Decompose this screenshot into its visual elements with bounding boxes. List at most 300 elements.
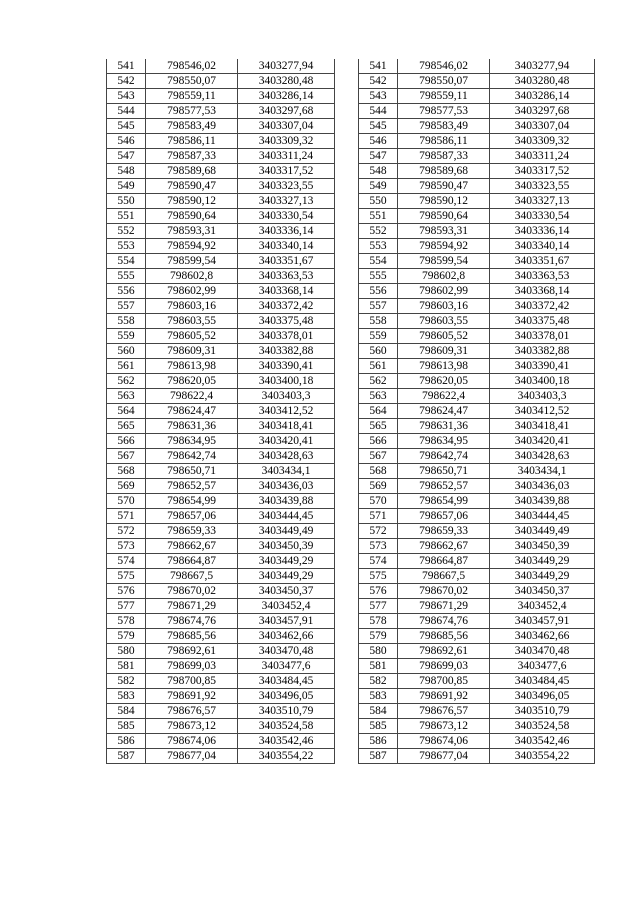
y-coordinate-cell: 3403382,88 bbox=[490, 344, 595, 359]
x-coordinate-cell: 798699,03 bbox=[146, 659, 238, 674]
y-coordinate-cell: 3403363,53 bbox=[490, 269, 595, 284]
point-number-cell: 552 bbox=[107, 224, 146, 239]
x-coordinate-cell: 798692,61 bbox=[146, 644, 238, 659]
x-coordinate-cell: 798624,47 bbox=[146, 404, 238, 419]
point-number-cell: 573 bbox=[359, 539, 398, 554]
y-coordinate-cell: 3403351,67 bbox=[490, 254, 595, 269]
x-coordinate-cell: 798599,54 bbox=[398, 254, 490, 269]
point-number-cell: 567 bbox=[107, 449, 146, 464]
table-row bbox=[107, 239, 335, 254]
point-number-cell: 577 bbox=[107, 599, 146, 614]
table-row bbox=[107, 59, 335, 74]
x-coordinate-cell: 798602,8 bbox=[398, 269, 490, 284]
table-row bbox=[359, 134, 595, 149]
y-coordinate-cell: 3403378,01 bbox=[238, 329, 335, 344]
point-number-cell: 572 bbox=[107, 524, 146, 539]
x-coordinate-cell: 798674,06 bbox=[398, 734, 490, 749]
y-coordinate-cell: 3403462,66 bbox=[490, 629, 595, 644]
x-coordinate-cell: 798620,05 bbox=[146, 374, 238, 389]
point-number-cell: 549 bbox=[359, 179, 398, 194]
y-coordinate-cell: 3403439,88 bbox=[490, 494, 595, 509]
table-row bbox=[107, 419, 335, 434]
x-coordinate-cell: 798590,12 bbox=[146, 194, 238, 209]
point-number-cell: 551 bbox=[359, 209, 398, 224]
point-number-cell: 544 bbox=[107, 104, 146, 119]
point-number-cell: 586 bbox=[359, 734, 398, 749]
y-coordinate-cell: 3403470,48 bbox=[490, 644, 595, 659]
x-coordinate-cell: 798559,11 bbox=[146, 89, 238, 104]
y-coordinate-cell: 3403436,03 bbox=[490, 479, 595, 494]
y-coordinate-cell: 3403477,6 bbox=[238, 659, 335, 674]
point-number-cell: 582 bbox=[107, 674, 146, 689]
point-number-cell: 579 bbox=[359, 629, 398, 644]
x-coordinate-cell: 798550,07 bbox=[398, 74, 490, 89]
x-coordinate-cell: 798586,11 bbox=[146, 134, 238, 149]
table-row bbox=[359, 359, 595, 374]
x-coordinate-cell: 798590,47 bbox=[398, 179, 490, 194]
x-coordinate-cell: 798674,76 bbox=[146, 614, 238, 629]
table-row bbox=[359, 494, 595, 509]
y-coordinate-cell: 3403434,1 bbox=[238, 464, 335, 479]
point-number-cell: 553 bbox=[107, 239, 146, 254]
x-coordinate-cell: 798589,68 bbox=[398, 164, 490, 179]
x-coordinate-cell: 798593,31 bbox=[398, 224, 490, 239]
point-number-cell: 586 bbox=[107, 734, 146, 749]
point-number-cell: 565 bbox=[107, 419, 146, 434]
x-coordinate-cell: 798654,99 bbox=[146, 494, 238, 509]
table-row bbox=[359, 59, 595, 74]
y-coordinate-cell: 3403449,49 bbox=[238, 524, 335, 539]
point-number-cell: 541 bbox=[107, 59, 146, 74]
table-row bbox=[359, 629, 595, 644]
point-number-cell: 575 bbox=[359, 569, 398, 584]
x-coordinate-cell: 798652,57 bbox=[146, 479, 238, 494]
y-coordinate-cell: 3403368,14 bbox=[490, 284, 595, 299]
y-coordinate-cell: 3403307,04 bbox=[490, 119, 595, 134]
point-number-cell: 570 bbox=[359, 494, 398, 509]
y-coordinate-cell: 3403327,13 bbox=[490, 194, 595, 209]
point-number-cell: 549 bbox=[107, 179, 146, 194]
coordinates-table-left-body bbox=[107, 59, 335, 764]
y-coordinate-cell: 3403457,91 bbox=[490, 614, 595, 629]
point-number-cell: 580 bbox=[359, 644, 398, 659]
point-number-cell: 585 bbox=[359, 719, 398, 734]
point-number-cell: 579 bbox=[107, 629, 146, 644]
table-row bbox=[359, 344, 595, 359]
y-coordinate-cell: 3403439,88 bbox=[238, 494, 335, 509]
table-row bbox=[359, 509, 595, 524]
y-coordinate-cell: 3403277,94 bbox=[490, 59, 595, 74]
x-coordinate-cell: 798613,98 bbox=[398, 359, 490, 374]
table-row bbox=[359, 74, 595, 89]
x-coordinate-cell: 798609,31 bbox=[146, 344, 238, 359]
y-coordinate-cell: 3403297,68 bbox=[490, 104, 595, 119]
point-number-cell: 567 bbox=[359, 449, 398, 464]
x-coordinate-cell: 798586,11 bbox=[398, 134, 490, 149]
y-coordinate-cell: 3403434,1 bbox=[490, 464, 595, 479]
table-row bbox=[359, 524, 595, 539]
x-coordinate-cell: 798659,33 bbox=[398, 524, 490, 539]
x-coordinate-cell: 798676,57 bbox=[146, 704, 238, 719]
point-number-cell: 555 bbox=[359, 269, 398, 284]
y-coordinate-cell: 3403462,66 bbox=[238, 629, 335, 644]
y-coordinate-cell: 3403375,48 bbox=[238, 314, 335, 329]
y-coordinate-cell: 3403554,22 bbox=[490, 749, 595, 764]
point-number-cell: 569 bbox=[359, 479, 398, 494]
y-coordinate-cell: 3403496,05 bbox=[490, 689, 595, 704]
point-number-cell: 566 bbox=[107, 434, 146, 449]
y-coordinate-cell: 3403280,48 bbox=[490, 74, 595, 89]
y-coordinate-cell: 3403323,55 bbox=[490, 179, 595, 194]
table-row bbox=[359, 734, 595, 749]
point-number-cell: 575 bbox=[107, 569, 146, 584]
y-coordinate-cell: 3403524,58 bbox=[490, 719, 595, 734]
y-coordinate-cell: 3403330,54 bbox=[490, 209, 595, 224]
y-coordinate-cell: 3403363,53 bbox=[238, 269, 335, 284]
y-coordinate-cell: 3403286,14 bbox=[238, 89, 335, 104]
x-coordinate-cell: 798550,07 bbox=[146, 74, 238, 89]
y-coordinate-cell: 3403470,48 bbox=[238, 644, 335, 659]
table-row bbox=[107, 734, 335, 749]
point-number-cell: 559 bbox=[107, 329, 146, 344]
x-coordinate-cell: 798602,99 bbox=[398, 284, 490, 299]
y-coordinate-cell: 3403330,54 bbox=[238, 209, 335, 224]
table-row bbox=[107, 134, 335, 149]
point-number-cell: 584 bbox=[107, 704, 146, 719]
table-row bbox=[359, 239, 595, 254]
x-coordinate-cell: 798593,31 bbox=[146, 224, 238, 239]
table-row bbox=[107, 704, 335, 719]
y-coordinate-cell: 3403449,29 bbox=[238, 554, 335, 569]
table-row bbox=[107, 569, 335, 584]
table-row bbox=[359, 434, 595, 449]
point-number-cell: 583 bbox=[107, 689, 146, 704]
x-coordinate-cell: 798624,47 bbox=[398, 404, 490, 419]
x-coordinate-cell: 798664,87 bbox=[398, 554, 490, 569]
table-row bbox=[359, 89, 595, 104]
x-coordinate-cell: 798590,12 bbox=[398, 194, 490, 209]
point-number-cell: 571 bbox=[359, 509, 398, 524]
table-row bbox=[107, 494, 335, 509]
table-row bbox=[359, 314, 595, 329]
table-row bbox=[359, 749, 595, 764]
y-coordinate-cell: 3403418,41 bbox=[238, 419, 335, 434]
point-number-cell: 546 bbox=[359, 134, 398, 149]
x-coordinate-cell: 798650,71 bbox=[398, 464, 490, 479]
point-number-cell: 564 bbox=[359, 404, 398, 419]
point-number-cell: 559 bbox=[359, 329, 398, 344]
x-coordinate-cell: 798691,92 bbox=[146, 689, 238, 704]
y-coordinate-cell: 3403403,3 bbox=[490, 389, 595, 404]
point-number-cell: 570 bbox=[107, 494, 146, 509]
table-row bbox=[359, 269, 595, 284]
x-coordinate-cell: 798583,49 bbox=[146, 119, 238, 134]
x-coordinate-cell: 798691,92 bbox=[398, 689, 490, 704]
x-coordinate-cell: 798577,53 bbox=[398, 104, 490, 119]
table-row bbox=[107, 194, 335, 209]
point-number-cell: 587 bbox=[359, 749, 398, 764]
point-number-cell: 542 bbox=[359, 74, 398, 89]
y-coordinate-cell: 3403378,01 bbox=[490, 329, 595, 344]
y-coordinate-cell: 3403336,14 bbox=[490, 224, 595, 239]
point-number-cell: 548 bbox=[107, 164, 146, 179]
x-coordinate-cell: 798590,64 bbox=[146, 209, 238, 224]
point-number-cell: 574 bbox=[107, 554, 146, 569]
x-coordinate-cell: 798674,76 bbox=[398, 614, 490, 629]
table-row bbox=[359, 179, 595, 194]
x-coordinate-cell: 798657,06 bbox=[146, 509, 238, 524]
y-coordinate-cell: 3403428,63 bbox=[490, 449, 595, 464]
y-coordinate-cell: 3403449,29 bbox=[238, 569, 335, 584]
point-number-cell: 558 bbox=[107, 314, 146, 329]
y-coordinate-cell: 3403309,32 bbox=[490, 134, 595, 149]
point-number-cell: 554 bbox=[359, 254, 398, 269]
point-number-cell: 560 bbox=[359, 344, 398, 359]
table-row bbox=[107, 539, 335, 554]
x-coordinate-cell: 798642,74 bbox=[398, 449, 490, 464]
y-coordinate-cell: 3403510,79 bbox=[490, 704, 595, 719]
table-row bbox=[107, 104, 335, 119]
table-row bbox=[359, 254, 595, 269]
y-coordinate-cell: 3403444,45 bbox=[490, 509, 595, 524]
table-row bbox=[107, 284, 335, 299]
point-number-cell: 581 bbox=[107, 659, 146, 674]
table-row bbox=[107, 749, 335, 764]
table-row bbox=[107, 209, 335, 224]
point-number-cell: 584 bbox=[359, 704, 398, 719]
table-row bbox=[359, 719, 595, 734]
table-row bbox=[359, 644, 595, 659]
y-coordinate-cell: 3403428,63 bbox=[238, 449, 335, 464]
y-coordinate-cell: 3403418,41 bbox=[490, 419, 595, 434]
point-number-cell: 547 bbox=[359, 149, 398, 164]
table-row bbox=[359, 119, 595, 134]
point-number-cell: 557 bbox=[359, 299, 398, 314]
table-row bbox=[359, 584, 595, 599]
point-number-cell: 558 bbox=[359, 314, 398, 329]
x-coordinate-cell: 798659,33 bbox=[146, 524, 238, 539]
table-row bbox=[107, 659, 335, 674]
y-coordinate-cell: 3403309,32 bbox=[238, 134, 335, 149]
x-coordinate-cell: 798577,53 bbox=[146, 104, 238, 119]
y-coordinate-cell: 3403372,42 bbox=[490, 299, 595, 314]
table-row bbox=[107, 614, 335, 629]
table-row bbox=[359, 704, 595, 719]
point-number-cell: 577 bbox=[359, 599, 398, 614]
table-row bbox=[107, 119, 335, 134]
x-coordinate-cell: 798674,06 bbox=[146, 734, 238, 749]
table-row bbox=[107, 299, 335, 314]
table-row bbox=[359, 329, 595, 344]
table-row bbox=[107, 464, 335, 479]
x-coordinate-cell: 798634,95 bbox=[146, 434, 238, 449]
point-number-cell: 542 bbox=[107, 74, 146, 89]
table-row bbox=[359, 389, 595, 404]
table-row bbox=[107, 449, 335, 464]
point-number-cell: 568 bbox=[359, 464, 398, 479]
point-number-cell: 578 bbox=[359, 614, 398, 629]
x-coordinate-cell: 798677,04 bbox=[146, 749, 238, 764]
y-coordinate-cell: 3403436,03 bbox=[238, 479, 335, 494]
point-number-cell: 571 bbox=[107, 509, 146, 524]
y-coordinate-cell: 3403449,49 bbox=[490, 524, 595, 539]
coordinates-table-left bbox=[106, 59, 335, 764]
point-number-cell: 550 bbox=[359, 194, 398, 209]
x-coordinate-cell: 798602,8 bbox=[146, 269, 238, 284]
y-coordinate-cell: 3403554,22 bbox=[238, 749, 335, 764]
point-number-cell: 545 bbox=[107, 119, 146, 134]
x-coordinate-cell: 798700,85 bbox=[398, 674, 490, 689]
y-coordinate-cell: 3403477,6 bbox=[490, 659, 595, 674]
y-coordinate-cell: 3403412,52 bbox=[238, 404, 335, 419]
point-number-cell: 569 bbox=[107, 479, 146, 494]
table-row bbox=[359, 554, 595, 569]
x-coordinate-cell: 798613,98 bbox=[146, 359, 238, 374]
point-number-cell: 564 bbox=[107, 404, 146, 419]
point-number-cell: 548 bbox=[359, 164, 398, 179]
table-row bbox=[107, 644, 335, 659]
table-row bbox=[107, 269, 335, 284]
point-number-cell: 583 bbox=[359, 689, 398, 704]
coordinates-table-right-body bbox=[359, 59, 595, 764]
point-number-cell: 581 bbox=[359, 659, 398, 674]
point-number-cell: 557 bbox=[107, 299, 146, 314]
table-row bbox=[359, 284, 595, 299]
y-coordinate-cell: 3403340,14 bbox=[238, 239, 335, 254]
point-number-cell: 546 bbox=[107, 134, 146, 149]
table-row bbox=[359, 464, 595, 479]
y-coordinate-cell: 3403449,29 bbox=[490, 569, 595, 584]
x-coordinate-cell: 798594,92 bbox=[398, 239, 490, 254]
x-coordinate-cell: 798677,04 bbox=[398, 749, 490, 764]
point-number-cell: 576 bbox=[107, 584, 146, 599]
x-coordinate-cell: 798667,5 bbox=[398, 569, 490, 584]
y-coordinate-cell: 3403368,14 bbox=[238, 284, 335, 299]
x-coordinate-cell: 798546,02 bbox=[146, 59, 238, 74]
table-row bbox=[107, 89, 335, 104]
x-coordinate-cell: 798603,55 bbox=[398, 314, 490, 329]
y-coordinate-cell: 3403444,45 bbox=[238, 509, 335, 524]
x-coordinate-cell: 798664,87 bbox=[146, 554, 238, 569]
y-coordinate-cell: 3403327,13 bbox=[238, 194, 335, 209]
x-coordinate-cell: 798685,56 bbox=[398, 629, 490, 644]
x-coordinate-cell: 798589,68 bbox=[146, 164, 238, 179]
table-row bbox=[107, 584, 335, 599]
point-number-cell: 585 bbox=[107, 719, 146, 734]
point-number-cell: 576 bbox=[359, 584, 398, 599]
table-row bbox=[359, 194, 595, 209]
point-number-cell: 545 bbox=[359, 119, 398, 134]
x-coordinate-cell: 798634,95 bbox=[398, 434, 490, 449]
y-coordinate-cell: 3403336,14 bbox=[238, 224, 335, 239]
x-coordinate-cell: 798642,74 bbox=[146, 449, 238, 464]
point-number-cell: 566 bbox=[359, 434, 398, 449]
table-row bbox=[107, 329, 335, 344]
table-row bbox=[359, 569, 595, 584]
y-coordinate-cell: 3403457,91 bbox=[238, 614, 335, 629]
x-coordinate-cell: 798622,4 bbox=[146, 389, 238, 404]
y-coordinate-cell: 3403280,48 bbox=[238, 74, 335, 89]
point-number-cell: 556 bbox=[107, 284, 146, 299]
table-row bbox=[107, 314, 335, 329]
point-number-cell: 556 bbox=[359, 284, 398, 299]
point-number-cell: 544 bbox=[359, 104, 398, 119]
y-coordinate-cell: 3403412,52 bbox=[490, 404, 595, 419]
table-row bbox=[107, 74, 335, 89]
x-coordinate-cell: 798652,57 bbox=[398, 479, 490, 494]
table-row bbox=[359, 299, 595, 314]
point-number-cell: 582 bbox=[359, 674, 398, 689]
y-coordinate-cell: 3403400,18 bbox=[238, 374, 335, 389]
x-coordinate-cell: 798605,52 bbox=[146, 329, 238, 344]
x-coordinate-cell: 798631,36 bbox=[146, 419, 238, 434]
point-number-cell: 580 bbox=[107, 644, 146, 659]
table-row bbox=[359, 479, 595, 494]
point-number-cell: 552 bbox=[359, 224, 398, 239]
y-coordinate-cell: 3403390,41 bbox=[490, 359, 595, 374]
y-coordinate-cell: 3403297,68 bbox=[238, 104, 335, 119]
x-coordinate-cell: 798603,16 bbox=[146, 299, 238, 314]
table-row bbox=[107, 359, 335, 374]
table-row bbox=[107, 599, 335, 614]
point-number-cell: 574 bbox=[359, 554, 398, 569]
y-coordinate-cell: 3403400,18 bbox=[490, 374, 595, 389]
y-coordinate-cell: 3403542,46 bbox=[490, 734, 595, 749]
table-row bbox=[107, 479, 335, 494]
point-number-cell: 543 bbox=[359, 89, 398, 104]
x-coordinate-cell: 798603,16 bbox=[398, 299, 490, 314]
x-coordinate-cell: 798631,36 bbox=[398, 419, 490, 434]
y-coordinate-cell: 3403420,41 bbox=[238, 434, 335, 449]
y-coordinate-cell: 3403496,05 bbox=[238, 689, 335, 704]
x-coordinate-cell: 798673,12 bbox=[146, 719, 238, 734]
y-coordinate-cell: 3403510,79 bbox=[238, 704, 335, 719]
y-coordinate-cell: 3403484,45 bbox=[238, 674, 335, 689]
y-coordinate-cell: 3403323,55 bbox=[238, 179, 335, 194]
x-coordinate-cell: 798700,85 bbox=[146, 674, 238, 689]
point-number-cell: 543 bbox=[107, 89, 146, 104]
table-row bbox=[359, 674, 595, 689]
table-row bbox=[359, 419, 595, 434]
table-row bbox=[359, 164, 595, 179]
y-coordinate-cell: 3403311,24 bbox=[238, 149, 335, 164]
y-coordinate-cell: 3403452,4 bbox=[238, 599, 335, 614]
y-coordinate-cell: 3403452,4 bbox=[490, 599, 595, 614]
x-coordinate-cell: 798605,52 bbox=[398, 329, 490, 344]
x-coordinate-cell: 798587,33 bbox=[398, 149, 490, 164]
y-coordinate-cell: 3403484,45 bbox=[490, 674, 595, 689]
table-row bbox=[359, 224, 595, 239]
x-coordinate-cell: 798603,55 bbox=[146, 314, 238, 329]
point-number-cell: 565 bbox=[359, 419, 398, 434]
x-coordinate-cell: 798657,06 bbox=[398, 509, 490, 524]
x-coordinate-cell: 798692,61 bbox=[398, 644, 490, 659]
y-coordinate-cell: 3403375,48 bbox=[490, 314, 595, 329]
table-row bbox=[359, 689, 595, 704]
y-coordinate-cell: 3403311,24 bbox=[490, 149, 595, 164]
x-coordinate-cell: 798590,47 bbox=[146, 179, 238, 194]
table-row bbox=[107, 434, 335, 449]
table-row bbox=[359, 374, 595, 389]
y-coordinate-cell: 3403317,52 bbox=[490, 164, 595, 179]
y-coordinate-cell: 3403286,14 bbox=[490, 89, 595, 104]
table-row bbox=[359, 149, 595, 164]
point-number-cell: 562 bbox=[359, 374, 398, 389]
y-coordinate-cell: 3403403,3 bbox=[238, 389, 335, 404]
x-coordinate-cell: 798667,5 bbox=[146, 569, 238, 584]
point-number-cell: 547 bbox=[107, 149, 146, 164]
point-number-cell: 541 bbox=[359, 59, 398, 74]
